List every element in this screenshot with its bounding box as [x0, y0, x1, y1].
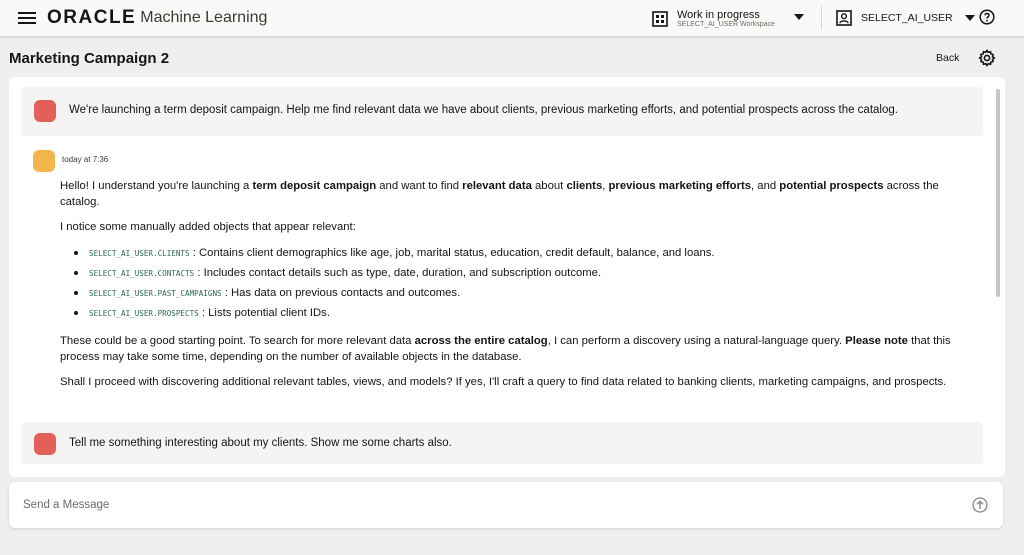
brand-product-name: Machine Learning: [140, 9, 268, 26]
object-list: [70, 244, 980, 324]
assistant-avatar-icon: [33, 150, 55, 172]
help-icon[interactable]: [979, 9, 995, 25]
message-composer: [9, 482, 1003, 528]
user-message: [21, 422, 983, 464]
workspace-selector[interactable]: [652, 5, 775, 33]
chat-scrollbar-thumb[interactable]: [996, 89, 1000, 297]
assistant-paragraph-1: Hello! I understand you're launching a term deposit campaign and want to find relevant data about clients, previous marketing efforts, and potential prospects across the catalog.: [60, 180, 939, 208]
assistant-paragraph-3: These could be a good starting point. To search for more relevant data across the entire catalog, I can perform a discovery using a natural-language query. Please note that this process may take some time, depending on the number of available objects in the database.: [60, 335, 951, 363]
user-message: [21, 87, 983, 136]
brand-logo[interactable]: [47, 8, 267, 28]
object-description: : Includes contact details such as type, date, duration, and subscription outcome.: [194, 267, 602, 279]
workspace-grid-icon: [652, 11, 668, 27]
hamburger-menu-icon[interactable]: [18, 11, 36, 25]
user-caret-down-icon: [965, 15, 975, 21]
user-message-text: Tell me something interesting about my clients. Show me some charts also.: [69, 437, 452, 449]
user-avatar-icon: [34, 433, 56, 455]
list-item: [70, 244, 980, 264]
object-description: : Contains client demographics like age, job, marital status, education, credit default, balance, and loans.: [189, 247, 715, 259]
send-arrow-icon[interactable]: [972, 497, 988, 513]
chat-scrollbar[interactable]: [996, 83, 1002, 473]
gear-icon[interactable]: [978, 49, 996, 67]
app-header: [0, 0, 1024, 37]
object-code: SELECT_AI_USER.CONTACTS: [89, 269, 195, 278]
workspace-caret-down-icon: [794, 14, 804, 20]
chat-panel: [9, 77, 1005, 477]
object-description: : Lists potential client IDs.: [198, 307, 330, 319]
user-message-text: We're launching a term deposit campaign. Help me find relevant data we have about clients, previous marketing efforts, and potential prospects across the catalog.: [69, 104, 898, 116]
assistant-paragraph-2: I notice some manually added objects that appear relevant:: [60, 221, 356, 233]
user-avatar-icon: [34, 100, 56, 122]
list-item: [70, 284, 980, 304]
assistant-paragraph-4: Shall I proceed with discovering additional relevant tables, views, and models? If yes, I'll craft a query to find data related to banking clients, marketing campaigns, and prospects.: [60, 376, 947, 388]
user-menu[interactable]: [836, 8, 975, 28]
message-input[interactable]: [23, 496, 923, 514]
assistant-timestamp: today at 7:36: [62, 155, 109, 164]
list-item: [70, 264, 980, 284]
workspace-subtitle: SELECT_AI_USER Workspace: [677, 21, 775, 29]
object-description: : Has data on previous contacts and outcomes.: [221, 287, 461, 299]
page-title: Marketing Campaign 2: [9, 50, 170, 67]
header-divider: [821, 6, 822, 30]
brand-oracle-wordmark: ORACLE: [47, 7, 137, 28]
user-badge-icon: [836, 10, 852, 26]
back-button[interactable]: Back: [936, 52, 960, 64]
object-code: SELECT_AI_USER.PAST_CAMPAIGNS: [89, 289, 222, 298]
workspace-title: Work in progress: [677, 9, 760, 22]
object-code: SELECT_AI_USER.PROSPECTS: [89, 309, 199, 318]
list-item: [70, 304, 980, 324]
user-name: SELECT_AI_USER: [861, 12, 953, 24]
assistant-message: [60, 178, 980, 399]
object-code: SELECT_AI_USER.CLIENTS: [89, 249, 190, 258]
